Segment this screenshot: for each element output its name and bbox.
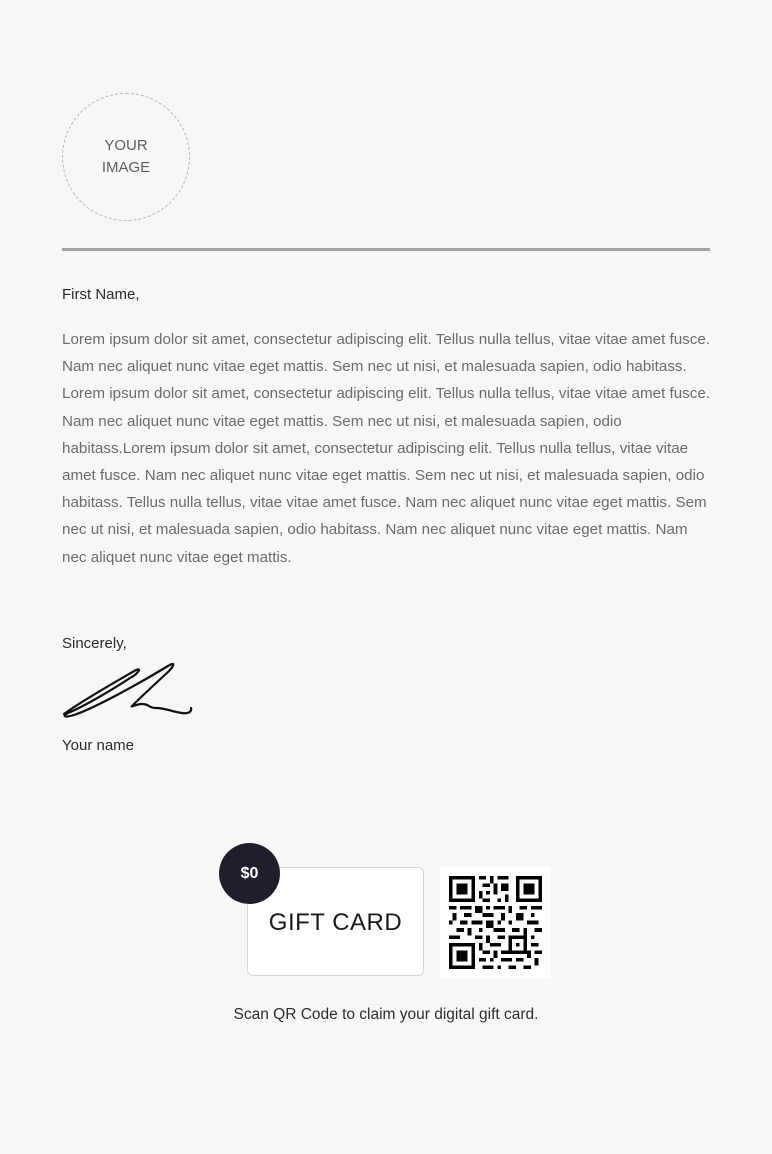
qr-code-icon — [449, 876, 542, 969]
letter-body: Lorem ipsum dolor sit amet, consectetur adipiscing elit. Tellus nulla tellus, vitae vitae amet fusce. Nam nec aliquet nunc vitae eget mattis. Sem nec ut nisi, et malesuada sapien, odio habitass. Lorem ipsum dolor sit amet, consectetur adipiscing elit. Tellus nulla tellus, vitae vitae amet fusce. Nam nec aliquet nunc vitae eget mattis. Sem nec ut nisi, et malesuada sapien, odio habitass.Lorem ipsum dolor sit amet, consectetur adipiscing elit. Tellus nulla tellus, vitae vitae amet fusce. Nam nec aliquet nunc vitae eget mattis. Sem nec ut nisi, et malesuada sapien, odio habitass. Tellus nulla tellus, vitae vitae amet fusce. Nam nec aliquet nunc vitae eget mattis. Sem nec ut nisi, et malesuada sapien, odio habitass. Nam nec aliquet nunc vitae eget mattis. Nam nec aliquet nunc vitae eget mattis. — [62, 331, 711, 566]
salutation: First Name, — [62, 286, 140, 303]
signer-name: Your name — [62, 737, 134, 754]
gift-card-title: GIFT CARD — [268, 908, 403, 936]
signature-icon — [60, 658, 195, 722]
qr-code[interactable] — [440, 867, 551, 978]
closing: Sincerely, — [62, 635, 127, 652]
image-placeholder[interactable] — [62, 93, 190, 221]
image-placeholder-line1: YOUR — [104, 137, 148, 154]
gift-card-caption: Scan QR Code to claim your digital gift card. — [233, 1006, 539, 1023]
image-placeholder-line2: IMAGE — [101, 159, 151, 176]
price-badge: $0 — [219, 843, 280, 904]
header-divider — [62, 248, 710, 251]
